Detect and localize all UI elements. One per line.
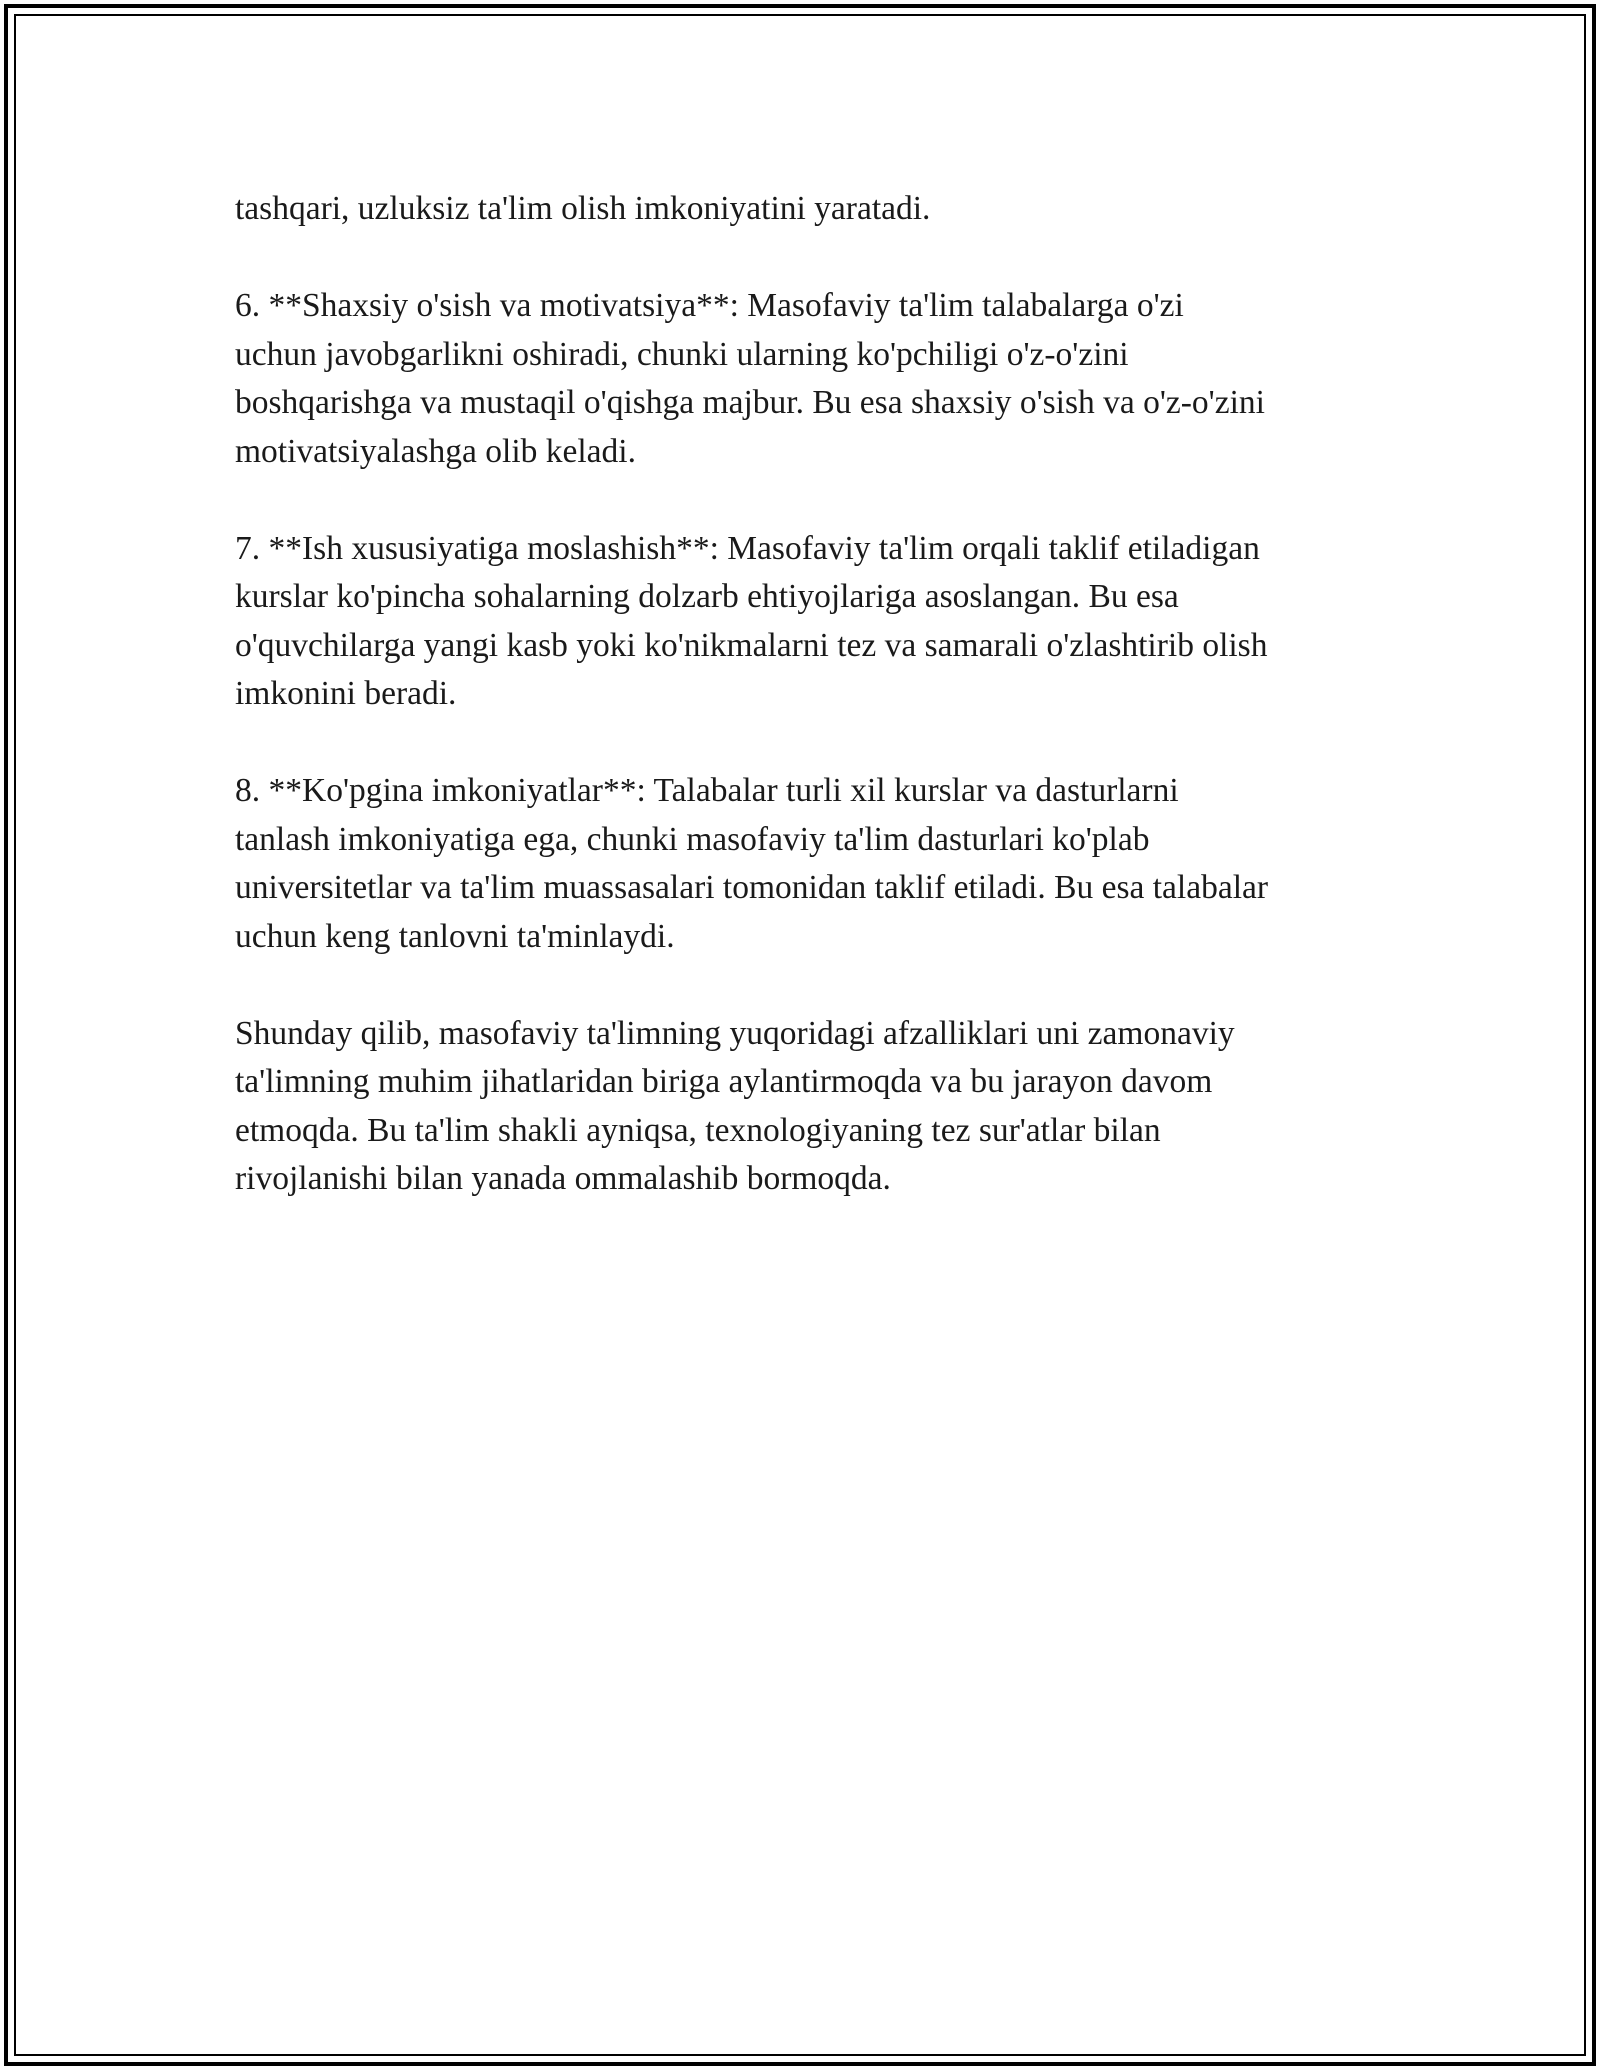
- text-line: imkonini beradi.: [235, 675, 457, 712]
- text-line: uchun javobgarlikni oshiradi, chunki ularning ko'pchiligi o'z-o'zini: [235, 335, 1129, 373]
- text-line: 6. **Shaxsiy o'sish va motivatsiya**: Masofaviy ta'lim talabalarga o'zi: [235, 287, 1184, 324]
- text-line: etmoqda. Bu ta'lim shakli ayniqsa, texnologiyaning tez sur'atlar bilan: [235, 1111, 1161, 1149]
- text-line: tanlash imkoniyatiga ega, chunki masofaviy ta'lim dasturlari ko'plab: [235, 820, 1150, 858]
- paragraph-item-8: [235, 767, 1385, 961]
- text-line: motivatsiyalashga olib keladi.: [235, 432, 636, 470]
- text-line: rivojlanishi bilan yanada ommalashib bormoqda.: [235, 1160, 891, 1197]
- paragraph-continuation: [235, 185, 1385, 234]
- text-line: o'quvchilarga yangi kasb yoki ko'nikmalarni tez va samarali o'zlashtirib olish: [235, 626, 1268, 664]
- text-line: uchun keng tanlovni ta'minlaydi.: [235, 917, 675, 955]
- text-line: 7. **Ish xususiyatiga moslashish**: Masofaviy ta'lim orqali taklif etiladigan: [235, 529, 1260, 567]
- paragraph-item-6: [235, 282, 1385, 476]
- text-line: boshqarishga va mustaqil o'qishga majbur. Bu esa shaxsiy o'sish va o'z-o'zini: [235, 384, 1265, 421]
- paragraph-item-7: [235, 525, 1385, 719]
- paragraph-conclusion: [235, 1010, 1385, 1204]
- text-line: 8. **Ko'pgina imkoniyatlar**: Talabalar turli xil kurslar va dasturlarni: [235, 772, 1179, 809]
- text-line: Shunday qilib, masofaviy ta'limning yuqoridagi afzalliklari uni zamonaviy: [235, 1014, 1235, 1052]
- text-line: ta'limning muhim jihatlaridan biriga aylantirmoqda va bu jarayon davom: [235, 1063, 1213, 1100]
- text-line: universitetlar va ta'lim muassasalari tomonidan taklif etiladi. Bu esa talabalar: [235, 869, 1269, 906]
- text-line: tashqari, uzluksiz ta'lim olish imkoniyatini yaratadi.: [235, 190, 931, 227]
- text-line: kurslar ko'pincha sohalarning dolzarb ehtiyojlariga asoslangan. Bu esa: [235, 578, 1179, 615]
- document-body: [235, 185, 1385, 1252]
